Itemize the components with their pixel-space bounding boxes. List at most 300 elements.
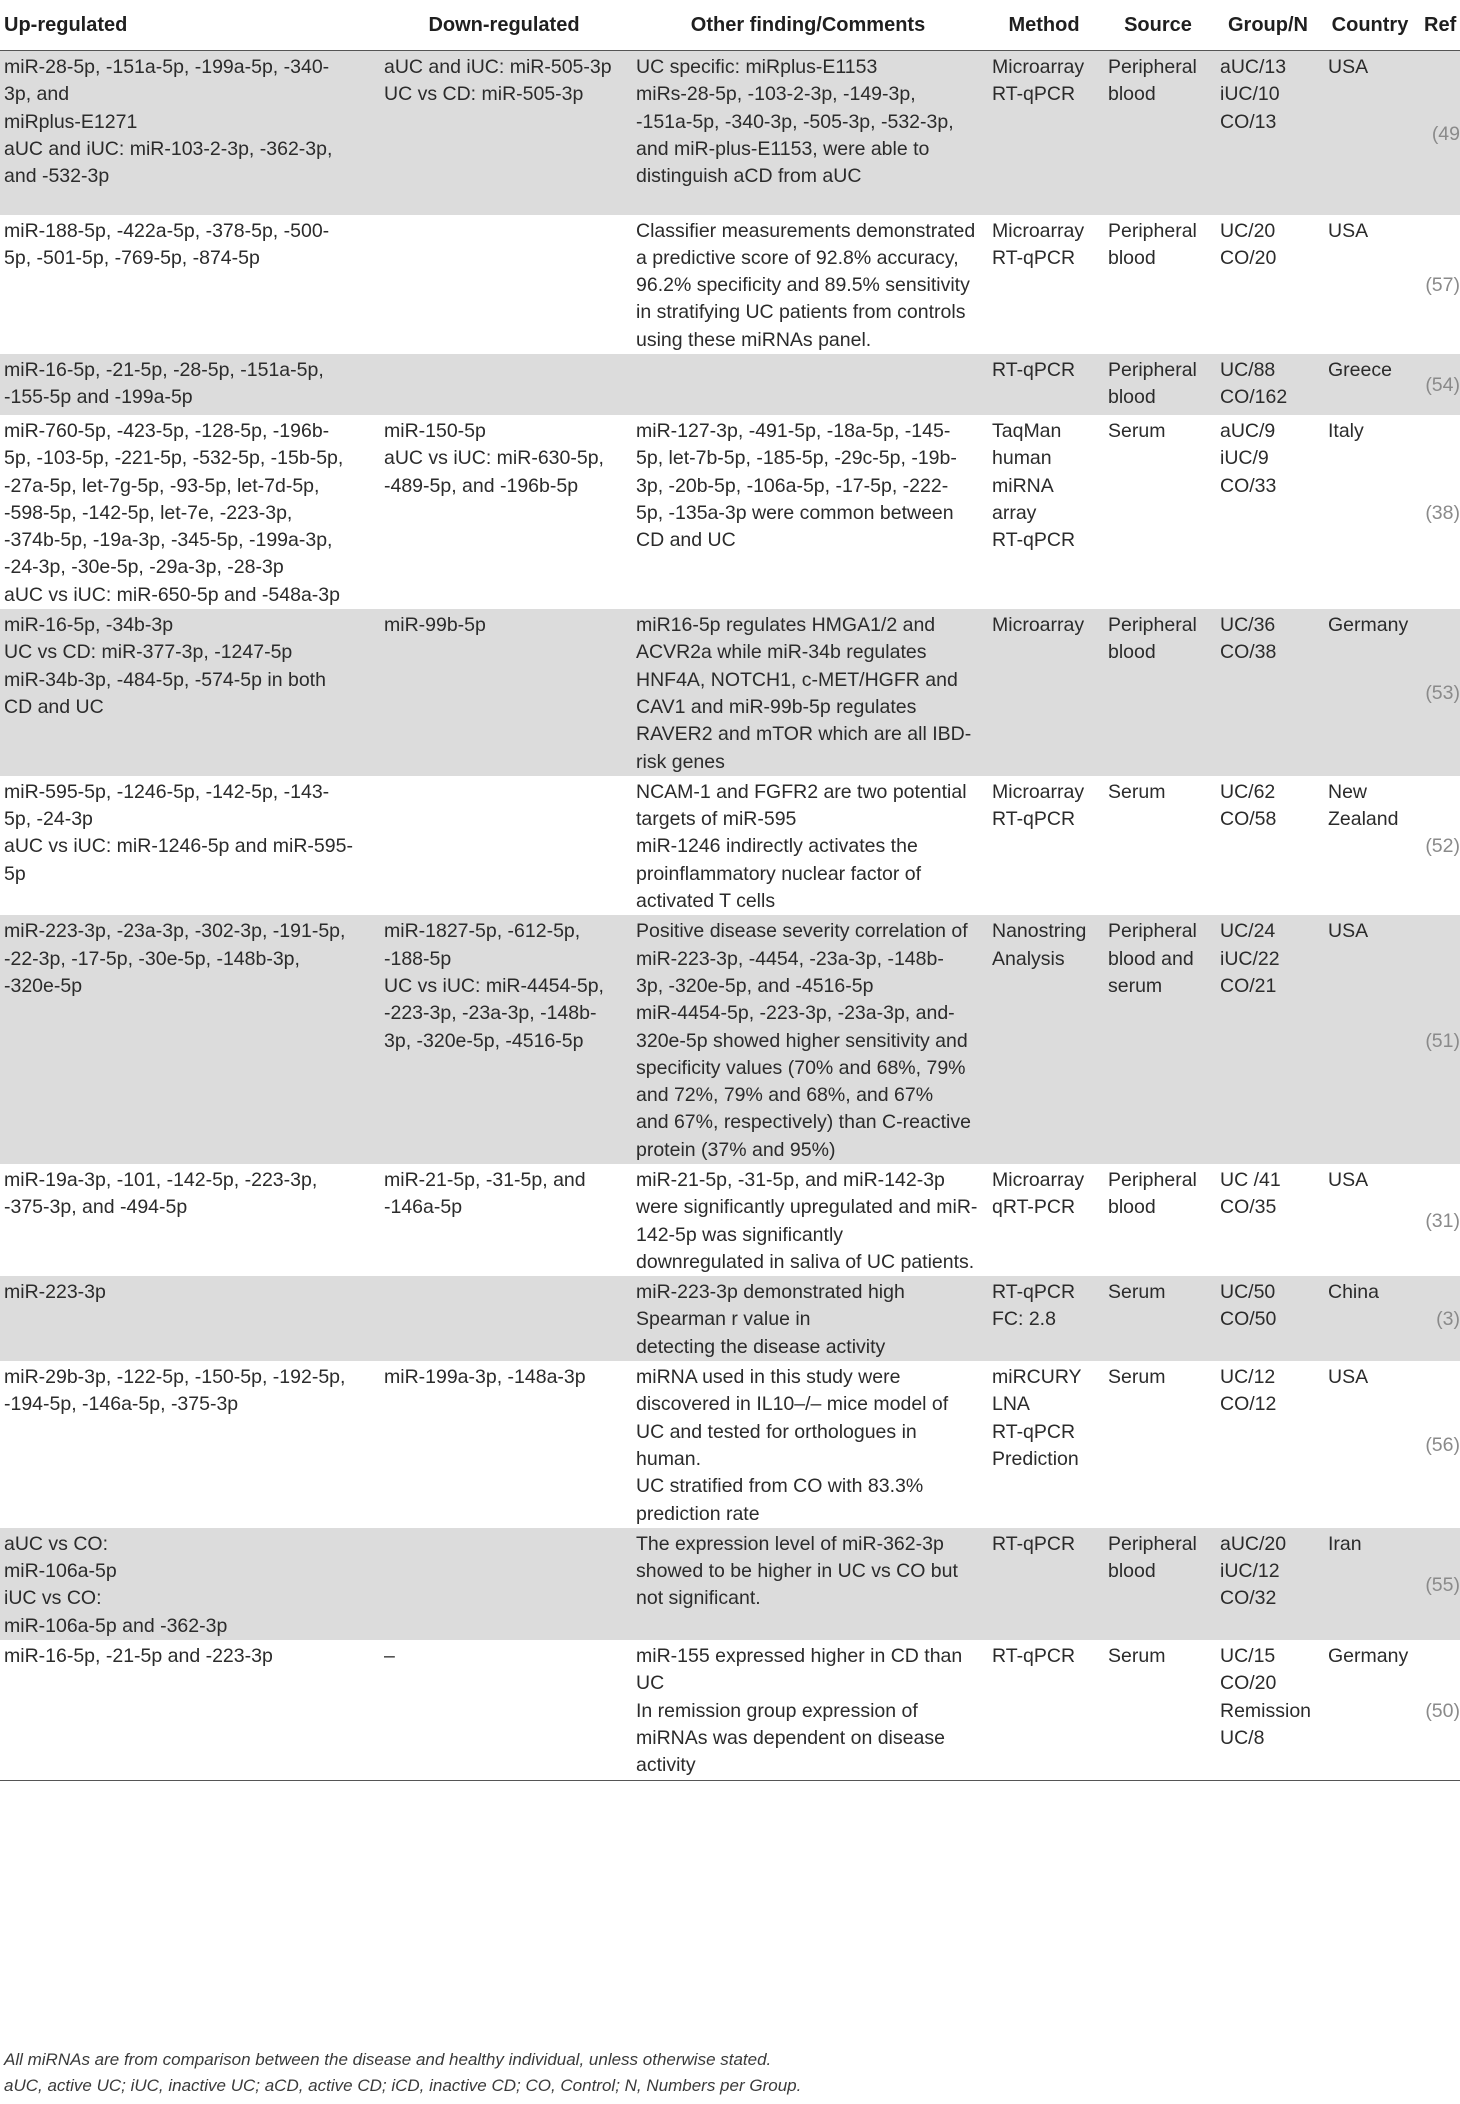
cell-line: RT-qPCR [992,1532,1076,1555]
cell-line: detecting the disease activity [636,1335,886,1358]
table-row [0,415,1460,609]
header-method: Method [986,0,1102,51]
footnote-abbreviations: aUC, active UC; iUC, inactive UC; aCD, active CD; iCD, inactive CD; CO, Control; N, Numbers per Group. [4,2076,802,2095]
up-regulated-cell [0,1361,378,1528]
cell-line: miR-223-3p, -23a-3p, -302-3p, -191-5p, [4,920,346,943]
cell-line: miR-595-5p, -1246-5p, -142-5p, -143- [4,780,330,803]
method-cell [986,1528,1102,1640]
other-finding-cell [630,415,986,609]
group-n-cell [1214,1528,1322,1640]
cell-line: RT-qPCR [992,358,1076,381]
header-other-finding: Other finding/Comments [630,0,986,51]
cell-line: UC vs CD: miR-505-3p [384,83,584,106]
ref-cell: (53) [1418,609,1460,776]
cell-line: Peripheral [1108,614,1197,637]
cell-line: aUC and iUC: miR-505-3p [384,56,612,78]
cell-line: miR-4454-5p, -223-3p, -23a-3p, and- [636,1002,955,1025]
cell-line: miR-223-3p, -4454, -23a-3p, -148b- [636,947,944,970]
cell-line: CO/20 [1220,1672,1277,1695]
cell-line: blood [1108,1560,1156,1583]
group-n-cell [1214,915,1322,1164]
source-cell [1102,215,1214,354]
down-regulated-cell [378,51,630,215]
cell-line: -194-5p, -146a-5p, -375-3p [4,1393,239,1416]
header-country: Country [1322,0,1418,51]
source-cell [1102,1164,1214,1276]
method-cell [986,1276,1102,1361]
source-cell [1102,1361,1214,1528]
cell-line: iUC/12 [1220,1560,1280,1583]
down-regulated-cell [378,776,630,915]
cell-line: USA [1328,219,1369,242]
cell-line: miR-106a-5p [4,1560,117,1583]
cell-line: UC/50 [1220,1281,1276,1304]
cell-line: a predictive score of 92.8% accuracy, [636,246,959,269]
cell-line: UC/62 [1220,780,1276,803]
cell-line: Nanostring [992,920,1087,943]
cell-line: RT-qPCR [992,1420,1076,1443]
cell-line: -24-3p, -30e-5p, -29a-3p, -28-3p [4,556,284,579]
header-group-n: Group/N [1214,0,1322,51]
cell-line: iUC/22 [1220,947,1280,970]
country-cell [1322,415,1418,609]
cell-line: 3p, -320e-5p, -4516-5p [384,1029,584,1052]
cell-line: miR-199a-3p, -148a-3p [384,1366,586,1389]
up-regulated-cell [0,215,378,354]
cell-line: CO/50 [1220,1308,1277,1331]
up-regulated-cell [0,609,378,776]
cell-line: CAV1 and miR-99b-5p regulates [636,695,917,718]
cell-line: miR-16-5p, -34b-3p [4,614,174,637]
country-cell [1322,1640,1418,1780]
cell-line: CO/12 [1220,1393,1277,1416]
cell-line: 5p, -103-5p, -221-5p, -532-5p, -15b-5p, [4,447,344,470]
cell-line: TaqMan [992,419,1062,442]
cell-line: UC stratified from CO with 83.3% [636,1475,924,1498]
cell-line: Prediction [992,1447,1079,1470]
header-down-regulated: Down-regulated [378,0,630,51]
table-row [0,1528,1460,1640]
cell-line: Peripheral [1108,1169,1197,1191]
other-finding-cell [630,1640,986,1780]
cell-line: qRT-PCR [992,1196,1076,1219]
source-cell [1102,1640,1214,1780]
cell-line: Peripheral [1108,56,1197,78]
group-n-cell [1214,51,1322,215]
cell-line: blood [1108,386,1156,409]
other-finding-cell [630,354,986,415]
cell-line: miR-99b-5p [384,614,486,637]
cell-line: RT-qPCR [992,83,1076,106]
country-cell [1322,609,1418,776]
cell-line: 5p, let-7b-5p, -185-5p, -29c-5p, -19b- [636,447,957,470]
cell-line: aUC and iUC: miR-103-2-3p, -362-3p, [4,137,333,160]
group-n-cell [1214,609,1322,776]
cell-line: UC specific: miRplus-E1153 [636,56,878,78]
cell-line: discovered in IL10–/– mice model of [636,1393,949,1416]
cell-line: RAVER2 and mTOR which are all IBD- [636,723,972,746]
cell-line: Serum [1108,780,1166,803]
cell-line: miR-29b-3p, -122-5p, -150-5p, -192-5p, [4,1366,346,1389]
ref-cell: (56) [1425,1434,1460,1457]
cell-line: and -532-3p [4,165,110,188]
up-regulated-cell [0,354,378,415]
cell-line: 5p [4,862,26,885]
cell-line: miR-760-5p, -423-5p, -128-5p, -196b- [4,419,330,442]
cell-line: human. [636,1447,702,1470]
cell-line: iUC/9 [1220,447,1269,470]
down-regulated-cell [378,1361,630,1528]
table-row [0,1640,1460,1780]
country-cell [1322,215,1418,354]
up-regulated-cell [0,1276,378,1361]
cell-line: miR-21-5p, -31-5p, and [384,1169,586,1191]
cell-line: UC /41 [1220,1169,1281,1191]
country-cell [1322,776,1418,915]
cell-line: blood [1108,1196,1156,1219]
cell-line: downregulated in saliva of UC patients. [636,1250,975,1273]
cell-line: iUC/10 [1220,83,1280,106]
cell-line: UC vs CD: miR-377-3p, -1247-5p [4,641,293,664]
cell-line: CO/13 [1220,110,1277,133]
cell-line: aUC/20 [1220,1532,1287,1555]
cell-line: miR-223-3p [4,1281,106,1304]
cell-line: Serum [1108,1645,1166,1668]
source-cell [1102,1528,1214,1640]
cell-line: 96.2% specificity and 89.5% sensitivity [636,274,970,297]
cell-line: Peripheral [1108,219,1197,242]
down-regulated-cell [378,1640,630,1780]
other-finding-cell [630,609,986,776]
cell-line: aUC/13 [1220,56,1287,78]
table-row [0,1276,1460,1361]
country-cell [1322,51,1418,215]
cell-line: miR-19a-3p, -101, -142-5p, -223-3p, [4,1169,318,1191]
cell-line: China [1328,1281,1379,1304]
cell-line: CO/21 [1220,974,1277,997]
source-cell [1102,1276,1214,1361]
cell-line: CD and UC [4,695,104,718]
cell-line: activated T cells [636,890,776,913]
source-cell [1102,915,1214,1164]
group-n-cell [1214,1164,1322,1276]
ref-cell: (49 [1418,51,1460,215]
cell-line: Peripheral [1108,358,1197,381]
ref-cell: (51) [1418,915,1460,1164]
cell-line: UC [636,1672,665,1695]
cell-line: aUC/9 [1220,419,1276,442]
footnote-comparison: All miRNAs are from comparison between the disease and healthy individual, unless otherwise stated. [4,2050,772,2069]
up-regulated-cell [0,1640,378,1780]
cell-line: specificity values (70% and 68%, 79% [636,1056,966,1079]
ref-cell: (50) [1418,1640,1460,1780]
country-cell [1322,1361,1418,1528]
cell-line: UC/88 [1220,358,1276,381]
cell-line: miRplus-E1271 [4,110,138,133]
cell-line: miRCURY [992,1366,1082,1389]
cell-line: Microarray [992,56,1085,78]
other-finding-cell [630,1276,986,1361]
country-cell [1322,1528,1418,1640]
ref-cell: (54) [1418,354,1460,415]
cell-line: in stratifying UC patients from controls [636,301,966,324]
cell-line: New [1328,780,1368,803]
ref-cell: (55) [1418,1528,1460,1640]
cell-line: Microarray [992,1169,1085,1191]
cell-line: CO/32 [1220,1587,1277,1610]
table-row [0,354,1460,415]
cell-line: -22-3p, -17-5p, -30e-5p, -148b-3p, [4,947,300,970]
cell-line: -374b-5p, -19a-3p, -345-5p, -199a-3p, [4,529,333,552]
cell-line: Germany [1328,614,1409,637]
cell-line: NCAM-1 and FGFR2 are two potential [636,780,967,803]
cell-line: Serum [1108,1281,1166,1304]
cell-line: CO/38 [1220,641,1277,664]
up-regulated-cell [0,776,378,915]
cell-line: ACVR2a while miR-34b regulates [636,641,927,664]
cell-line: blood and [1108,947,1194,970]
cell-line: miRNA used in this study were [636,1366,901,1389]
cell-line: miRNA [992,474,1054,497]
cell-line: miR-150-5p [384,419,486,442]
other-finding-cell [630,51,986,215]
cell-line: 5p, -135a-3p were common between [636,501,954,524]
cell-line: were significantly upregulated and miR- [636,1196,978,1219]
cell-line: RT-qPCR [992,1645,1076,1668]
up-regulated-cell [0,1528,378,1640]
method-cell [986,776,1102,915]
cell-line: -223-3p, -23a-3p, -148b- [384,1002,597,1025]
cell-line: targets of miR-595 [636,808,797,831]
cell-line: Classifier measurements demonstrated [636,219,976,242]
down-regulated-cell [378,1164,630,1276]
source-cell [1102,354,1214,415]
method-cell [986,51,1102,215]
cell-line: -146a-5p [384,1196,463,1219]
cell-line: CO/58 [1220,808,1277,831]
cell-line: Peripheral [1108,1532,1197,1555]
cell-line: CO/33 [1220,474,1277,497]
cell-line: USA [1328,1366,1369,1389]
cell-line: 3p, and [4,83,70,106]
cell-line: RT-qPCR [992,1281,1076,1304]
country-cell [1322,1276,1418,1361]
cell-line: Serum [1108,419,1166,442]
cell-line: Microarray [992,614,1085,637]
group-n-cell [1214,1361,1322,1528]
cell-line: -188-5p [384,947,452,970]
method-cell [986,609,1102,776]
cell-line: distinguish aCD from aUC [636,165,862,188]
cell-line: -489-5p, and -196b-5p [384,474,579,497]
cell-line: human [992,447,1052,470]
cell-line: -27a-5p, let-7g-5p, -93-5p, let-7d-5p, [4,474,320,497]
cell-line: USA [1328,920,1369,943]
cell-line: 5p, -24-3p [4,808,93,831]
header-ref: Ref [1418,0,1460,51]
cell-line: – [384,1645,395,1668]
cell-line: Iran [1328,1532,1362,1555]
cell-line: UC/12 [1220,1366,1276,1389]
cell-line: serum [1108,974,1163,997]
cell-line: aUC vs CO: [4,1532,109,1555]
down-regulated-cell [378,609,630,776]
down-regulated-cell [378,415,630,609]
down-regulated-cell [378,354,630,415]
table-row [0,776,1460,915]
cell-line: miR-21-5p, -31-5p, and miR-142-3p [636,1169,945,1191]
method-cell [986,415,1102,609]
cell-line: Germany [1328,1645,1409,1668]
up-regulated-cell [0,1164,378,1276]
cell-line: Italy [1328,419,1364,442]
other-finding-cell [630,1164,986,1276]
country-cell [1322,915,1418,1164]
up-regulated-cell [0,915,378,1164]
ref-cell: (3) [1418,1276,1460,1361]
cell-line: miR-28-5p, -151a-5p, -199a-5p, -340- [4,56,330,78]
cell-line: miR-188-5p, -422a-5p, -378-5p, -500- [4,219,330,242]
cell-line: Analysis [992,947,1065,970]
cell-line: -375-3p, and -494-5p [4,1196,188,1219]
country-cell [1322,354,1418,415]
cell-line: blood [1108,641,1156,664]
cell-line: -151a-5p, -340-3p, -505-3p, -532-3p, [636,110,954,133]
cell-line: RT-qPCR [992,529,1076,552]
table-row [0,51,1460,215]
cell-line: risk genes [636,750,725,773]
down-regulated-cell [378,915,630,1164]
cell-line: UC vs iUC: miR-4454-5p, [384,974,604,997]
ref-cell: (52) [1425,835,1460,858]
cell-line: UC/24 [1220,920,1276,943]
cell-line: aUC vs iUC: miR-630-5p, [384,447,604,470]
cell-line: 3p, -320e-5p, and -4516-5p [636,974,874,997]
cell-line: miR-223-3p demonstrated high [636,1281,905,1304]
cell-line: blood [1108,246,1156,269]
cell-line: HNF4A, NOTCH1, c-MET/HGFR and [636,668,958,691]
cell-line: Serum [1108,1366,1166,1389]
cell-line: protein (37% and 95%) [636,1138,836,1161]
cell-line: iUC vs CO: [4,1587,102,1610]
cell-line: prediction rate [636,1502,760,1525]
other-finding-cell [630,1528,986,1640]
group-n-cell [1214,1640,1322,1780]
table-body [0,51,1460,1781]
country-cell [1322,1164,1418,1276]
cell-line: 5p, -501-5p, -769-5p, -874-5p [4,246,260,269]
cell-line: aUC vs iUC: miR-1246-5p and miR-595- [4,835,353,858]
cell-line: not significant. [636,1587,761,1610]
method-cell [986,915,1102,1164]
cell-line: miR-1827-5p, -612-5p, [384,920,581,943]
cell-line: 320e-5p showed higher sensitivity and [636,1029,968,1052]
cell-line: and 72%, 79% and 68%, and 67% [636,1084,934,1107]
cell-line: UC/8 [1220,1726,1265,1749]
other-finding-cell [630,215,986,354]
method-cell [986,1640,1102,1780]
cell-line: Zealand [1328,808,1399,831]
group-n-cell [1214,354,1322,415]
cell-line: using these miRNAs panel. [636,328,872,351]
cell-line: USA [1328,56,1369,78]
group-n-cell [1214,215,1322,354]
ref-cell: (31) [1425,1209,1460,1232]
source-cell [1102,415,1214,609]
cell-line: activity [636,1754,696,1777]
cell-line: 3p, -20b-5p, -106a-5p, -17-5p, -222- [636,474,949,497]
group-n-cell [1214,415,1322,609]
table-row [0,609,1460,776]
group-n-cell [1214,776,1322,915]
cell-line: -155-5p and -199a-5p [4,386,193,409]
cell-line: Positive disease severity correlation of [636,920,968,943]
cell-line: FC: 2.8 [992,1308,1056,1331]
cell-line: USA [1328,1169,1369,1191]
cell-line: miR-155 expressed higher in CD than [636,1645,963,1668]
cell-line: CO/162 [1220,386,1288,409]
cell-line: CO/35 [1220,1196,1277,1219]
up-regulated-cell [0,415,378,609]
cell-line: In remission group expression of [636,1699,918,1722]
cell-line: RT-qPCR [992,808,1076,831]
cell-line: miR-1246 indirectly activates the [636,835,918,858]
cell-line: miRNAs was dependent on disease [636,1726,945,1749]
header-row [0,0,1460,51]
cell-line: miR-16-5p, -21-5p, -28-5p, -151a-5p, [4,358,324,381]
cell-line: RT-qPCR [992,246,1076,269]
cell-line: CD and UC [636,529,736,552]
cell-line: aUC vs iUC: miR-650-5p and -548a-3p [4,583,340,606]
cell-line: UC and tested for orthologues in [636,1420,917,1443]
table-row [0,215,1460,354]
source-cell [1102,776,1214,915]
cell-line: array [992,501,1037,524]
cell-line: miR-34b-3p, -484-5p, -574-5p in both [4,668,326,691]
cell-line: proinflammatory nuclear factor of [636,862,922,885]
ref-cell: (38) [1425,501,1460,524]
method-cell [986,354,1102,415]
header-up-regulated: Up-regulated [0,0,378,51]
table-row [0,915,1460,1164]
cell-line: 142-5p was significantly [636,1223,844,1246]
cell-line: blood [1108,83,1156,106]
method-cell [986,215,1102,354]
down-regulated-cell [378,1528,630,1640]
cell-line: miRs-28-5p, -103-2-3p, -149-3p, [636,83,916,106]
cell-line: UC/15 [1220,1645,1276,1668]
up-regulated-cell [0,51,378,215]
cell-line: miR-106a-5p and -362-3p [4,1614,228,1637]
table-row [0,1164,1460,1276]
cell-line: miR-16-5p, -21-5p and -223-3p [4,1645,273,1668]
other-finding-cell [630,776,986,915]
other-finding-cell [630,1361,986,1528]
cell-line: Microarray [992,780,1085,803]
source-cell [1102,51,1214,215]
cell-line: showed to be higher in UC vs CO but [636,1560,958,1583]
cell-line: Remission [1220,1699,1312,1722]
source-cell [1102,609,1214,776]
cell-line: miR-127-3p, -491-5p, -18a-5p, -145- [636,419,951,442]
cell-line: miR16-5p regulates HMGA1/2 and [636,614,936,637]
group-n-cell [1214,1276,1322,1361]
header-source: Source [1102,0,1214,51]
table-row [0,1361,1460,1528]
cell-line: Spearman r value in [636,1308,811,1331]
down-regulated-cell [378,215,630,354]
cell-line: -598-5p, -142-5p, let-7e, -223-3p, [4,501,293,524]
